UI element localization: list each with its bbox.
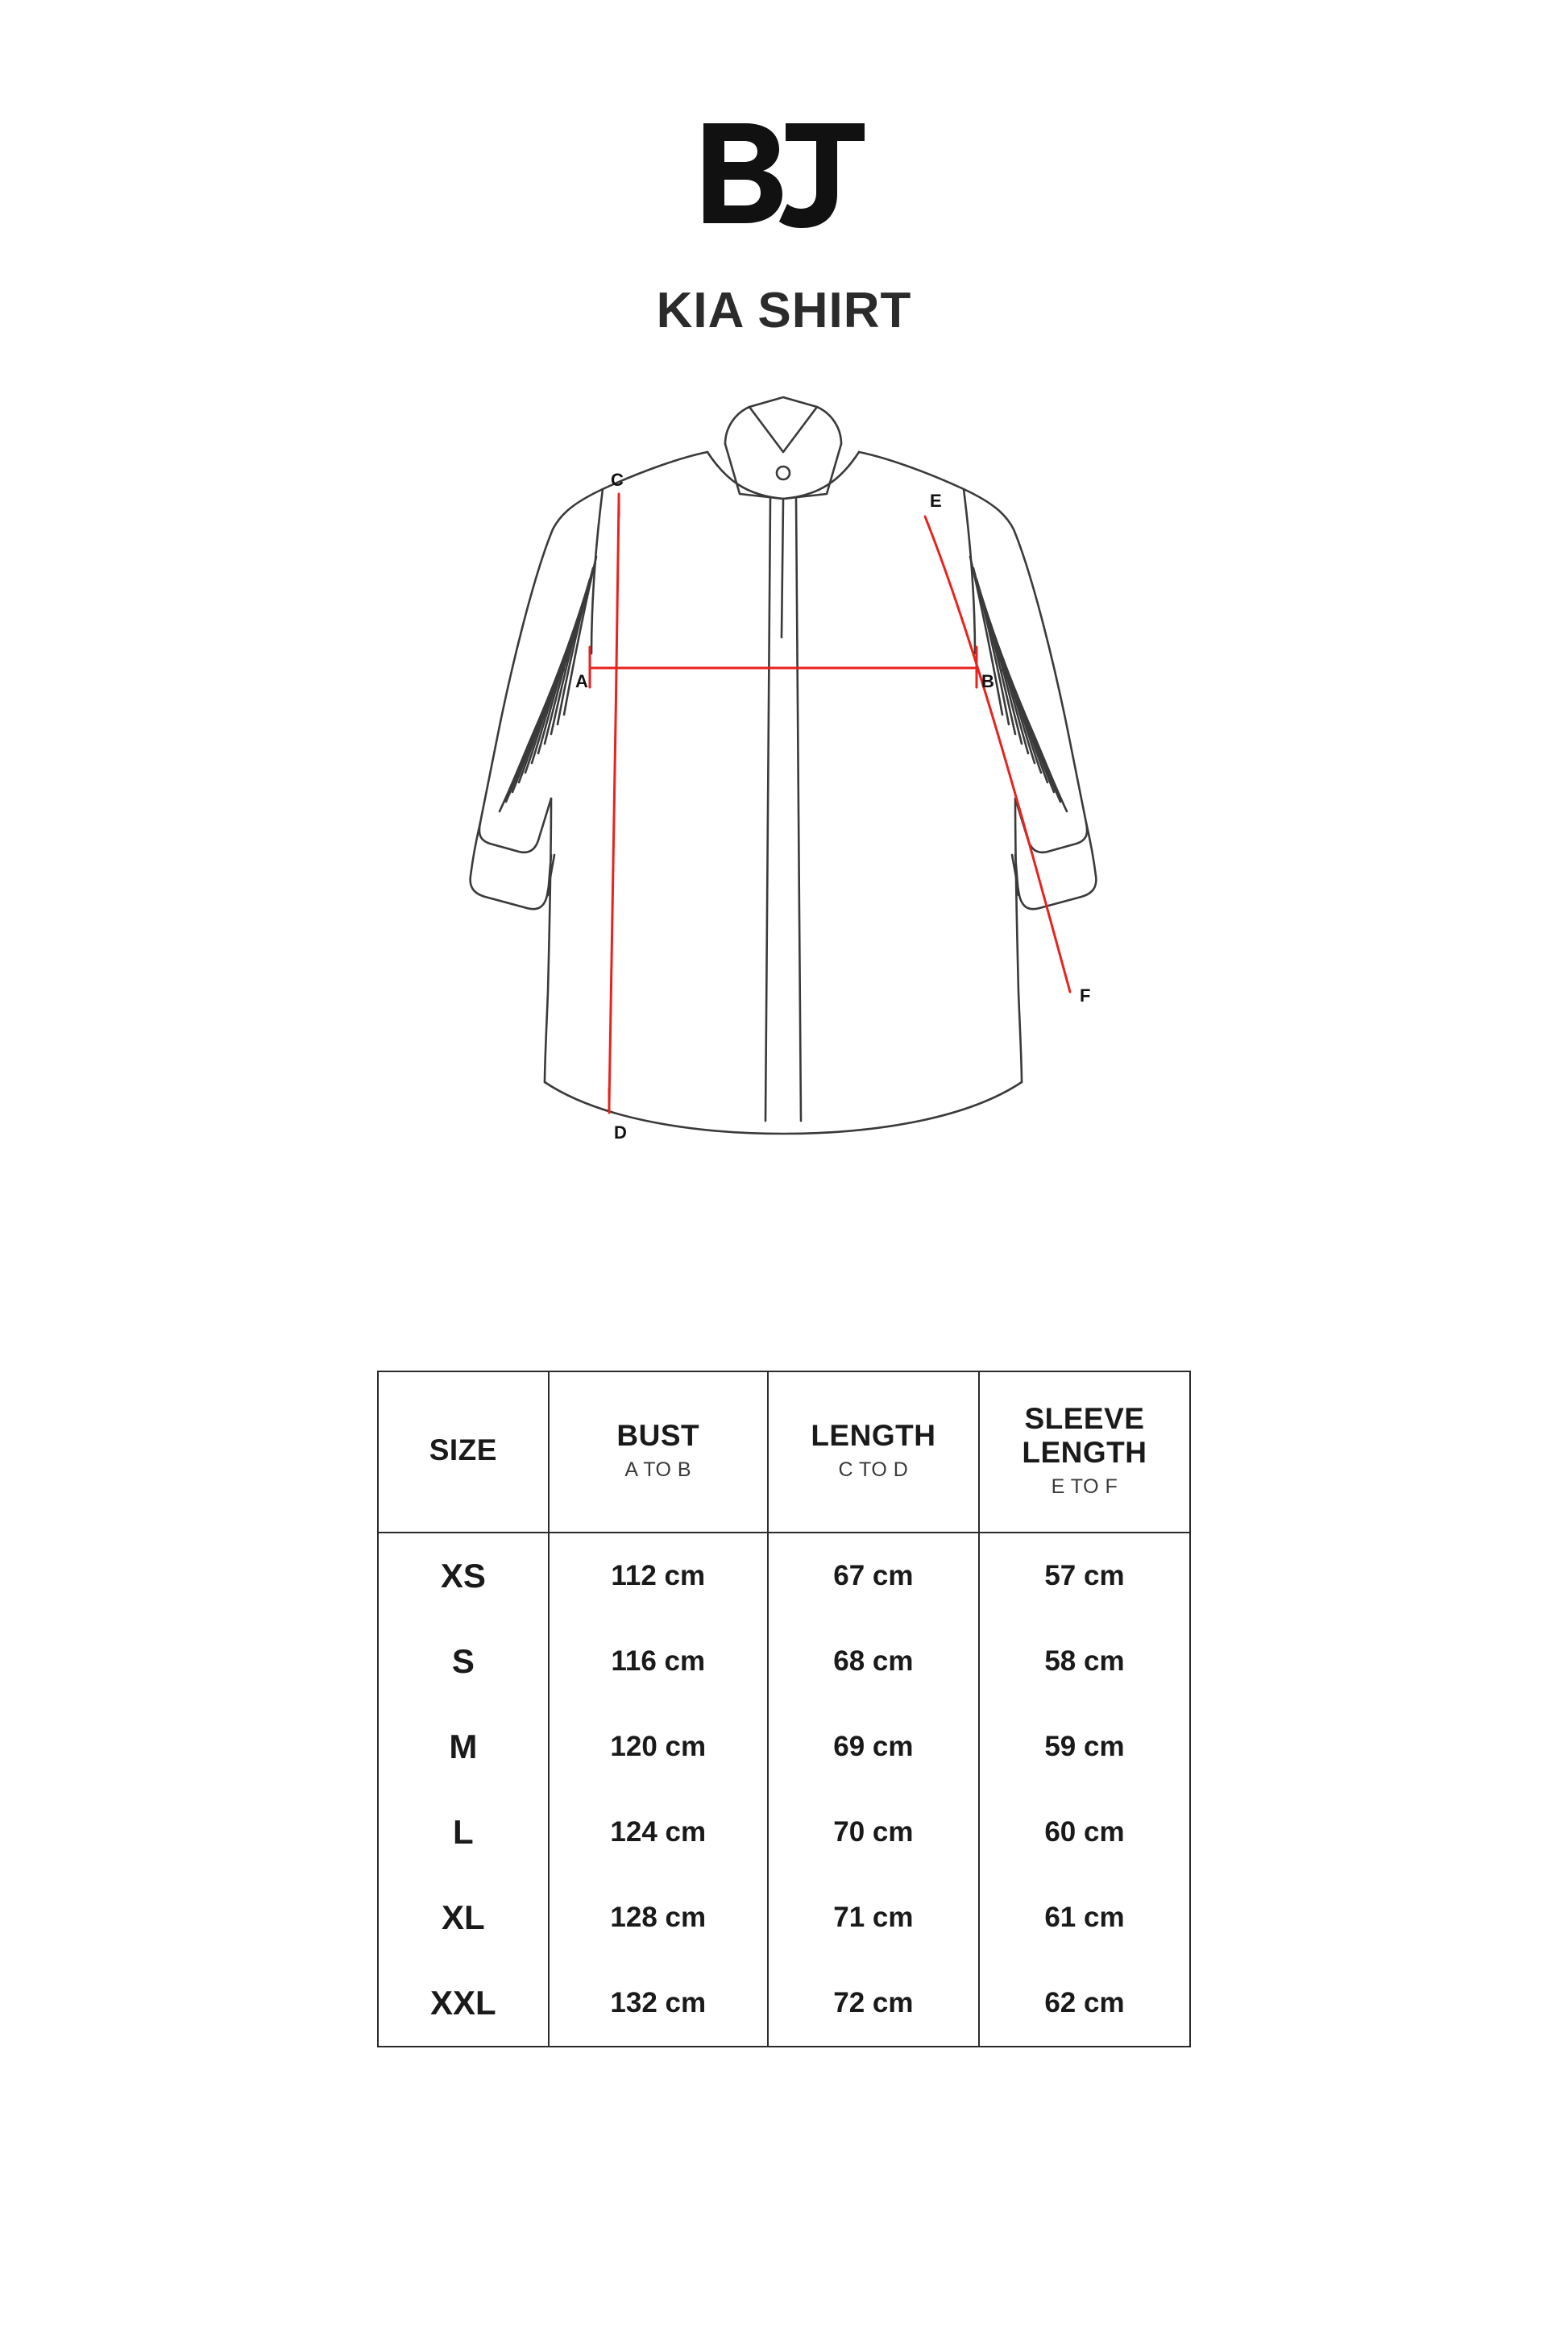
- cell-length: 72 cm: [768, 1960, 979, 2047]
- column-header-bust-label: BUST: [616, 1418, 700, 1452]
- cell-length: 71 cm: [768, 1875, 979, 1960]
- table-row: [378, 1875, 1190, 1960]
- brand-logo: [687, 113, 881, 234]
- cell-sleeve: 61 cm: [979, 1875, 1190, 1960]
- cell-size: S: [378, 1619, 549, 1704]
- cell-sleeve: 58 cm: [979, 1619, 1190, 1704]
- cell-sleeve: 57 cm: [979, 1533, 1190, 1619]
- cell-length: 69 cm: [768, 1704, 979, 1790]
- bj-monogram-icon: [695, 117, 873, 230]
- cell-bust: 112 cm: [549, 1533, 768, 1619]
- cell-size: L: [378, 1790, 549, 1875]
- table-row: [378, 1960, 1190, 2047]
- cell-bust: 128 cm: [549, 1875, 768, 1960]
- marker-label-c: C: [611, 470, 624, 490]
- cell-bust: 120 cm: [549, 1704, 768, 1790]
- cell-bust: 124 cm: [549, 1790, 768, 1875]
- cell-size: XL: [378, 1875, 549, 1960]
- page-title: KIA SHIRT: [656, 283, 912, 338]
- marker-label-b: B: [981, 671, 994, 691]
- column-header-sleeve: [979, 1371, 1190, 1533]
- measure-line-sleeve: [925, 516, 1070, 992]
- column-header-size-label: SIZE: [429, 1433, 497, 1467]
- column-header-sleeve-sub: E TO F: [1051, 1475, 1118, 1498]
- cell-size: XS: [378, 1533, 549, 1619]
- table-row: [378, 1619, 1190, 1704]
- column-header-length: [768, 1371, 979, 1533]
- marker-label-e: E: [930, 491, 942, 511]
- cell-sleeve: 60 cm: [979, 1790, 1190, 1875]
- marker-label-a: A: [575, 671, 588, 691]
- table-row: [378, 1790, 1190, 1875]
- column-header-bust: [549, 1371, 768, 1533]
- marker-label-d: D: [614, 1122, 627, 1143]
- column-header-size: [378, 1371, 549, 1533]
- size-table-container: [377, 1371, 1191, 2047]
- size-table-body: [378, 1533, 1190, 2047]
- technical-drawing-container: [341, 396, 1227, 1322]
- table-header-row: [378, 1371, 1190, 1533]
- shirt-technical-drawing: [361, 396, 1207, 1306]
- size-table: [377, 1371, 1191, 2047]
- measure-line-length: [609, 500, 619, 1105]
- cell-length: 70 cm: [768, 1790, 979, 1875]
- table-row: [378, 1704, 1190, 1790]
- table-row: [378, 1533, 1190, 1619]
- cell-size: M: [378, 1704, 549, 1790]
- cell-bust: 132 cm: [549, 1960, 768, 2047]
- cell-bust: 116 cm: [549, 1619, 768, 1704]
- marker-label-f: F: [1080, 985, 1091, 1006]
- cell-length: 67 cm: [768, 1533, 979, 1619]
- column-header-length-sub: C TO D: [838, 1458, 909, 1482]
- cell-sleeve: 59 cm: [979, 1704, 1190, 1790]
- column-header-sleeve-label: SLEEVE LENGTH: [1022, 1402, 1147, 1469]
- cell-sleeve: 62 cm: [979, 1960, 1190, 2047]
- measure-lines: [590, 494, 1070, 1113]
- column-header-bust-sub: A TO B: [624, 1458, 692, 1482]
- cell-size: XXL: [378, 1960, 549, 2047]
- column-header-length-label: LENGTH: [811, 1418, 936, 1452]
- size-table-header: [378, 1371, 1190, 1533]
- cell-length: 68 cm: [768, 1619, 979, 1704]
